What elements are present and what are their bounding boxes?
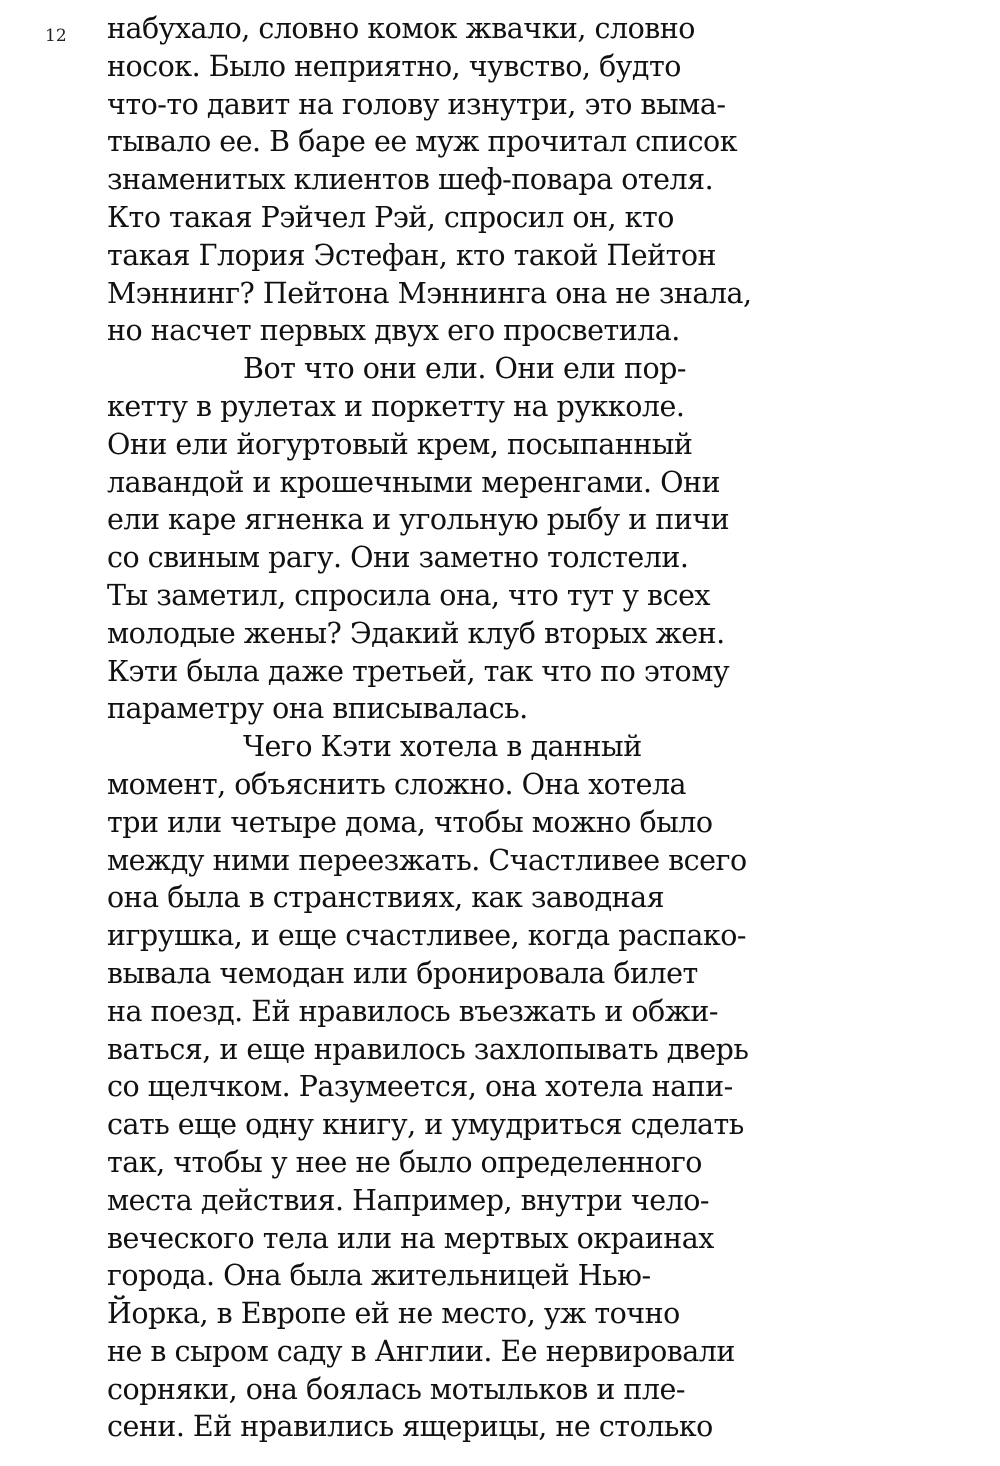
text-line: параметру она вписывалась. <box>107 692 528 726</box>
text-line: момент, объяснить сложно. Она хотела <box>107 767 687 801</box>
text-line: три или четыре дома, чтобы можно было <box>107 805 713 839</box>
paragraph-first-line: Чего Кэти хотела в данный <box>243 730 642 764</box>
paragraph-first-line: Вот что они ели. Они ели пор- <box>243 352 687 386</box>
text-line: сать еще одну книгу, и умудриться сделать <box>107 1108 744 1142</box>
text-line: но насчет первых двух его просветила. <box>107 314 680 348</box>
text-line: такая Глория Эстефан, кто такой Пейтон <box>107 238 717 272</box>
text-line: лавандой и крошечными меренгами. Они <box>107 465 720 499</box>
text-line: тывало ее. В баре ее муж прочитал список <box>107 125 738 159</box>
text-line: что-то давит на голову изнутри, это выма- <box>107 87 726 121</box>
text-line: носок. Было неприятно, чувство, будто <box>107 49 681 83</box>
text-line: между ними переезжать. Счастливее всего <box>107 843 747 877</box>
text-line: сени. Ей нравились ящерицы, не столько <box>107 1410 713 1444</box>
text-line: Мэннинг? Пейтона Мэннинга она не знала, <box>107 276 752 310</box>
text-line: со свиным рагу. Они заметно толстели. <box>107 541 689 575</box>
text-line: знаменитых клиентов шеф-повара отеля. <box>107 163 714 197</box>
text-line: ваться, и еще нравилось захлопывать дверь <box>107 1032 749 1066</box>
text-line: веческого тела или на мертвых окраинах <box>107 1221 714 1255</box>
text-line: Ты заметил, спросила она, что тут у всех <box>107 578 711 612</box>
text-line: Они ели йогуртовый крем, посыпанный <box>107 427 693 461</box>
text-line: со щелчком. Разумеется, она хотела напи- <box>107 1070 733 1104</box>
text-line: вывала чемодан или бронировала билет <box>107 956 698 990</box>
body-text <box>107 10 797 1446</box>
text-line: так, чтобы у нее не было определенного <box>107 1145 702 1179</box>
text-line: набухало, словно комок жвачки, словно <box>107 12 695 45</box>
text-line: города. Она была жительницей Нью- <box>107 1259 651 1293</box>
text-line: кетту в рулетах и поркетту на рукколе. <box>107 389 685 423</box>
text-line: не в сыром саду в Англии. Ее нервировали <box>107 1334 735 1368</box>
text-line: Кто такая Рэйчел Рэй, спросил он, кто <box>107 200 674 234</box>
text-line: молодые жены? Эдакий клуб вторых жен. <box>107 616 725 650</box>
text-line: ели каре ягненка и угольную рыбу и пичи <box>107 503 730 537</box>
text-line: она была в странствиях, как заводная <box>107 881 665 915</box>
text-line: Кэти была даже третьей, так что по этому <box>107 654 730 688</box>
text-line: места действия. Например, внутри чело- <box>107 1183 710 1217</box>
text-line: на поезд. Ей нравилось въезжать и обжи- <box>107 994 719 1028</box>
text-line: сорняки, она боялась мотыльков и пле- <box>107 1372 686 1406</box>
text-line: игрушка, и еще счастливее, когда распако- <box>107 919 747 953</box>
page-number: 12 <box>45 26 67 46</box>
text-line: Йорка, в Европе ей не место, уж точно <box>107 1297 680 1331</box>
